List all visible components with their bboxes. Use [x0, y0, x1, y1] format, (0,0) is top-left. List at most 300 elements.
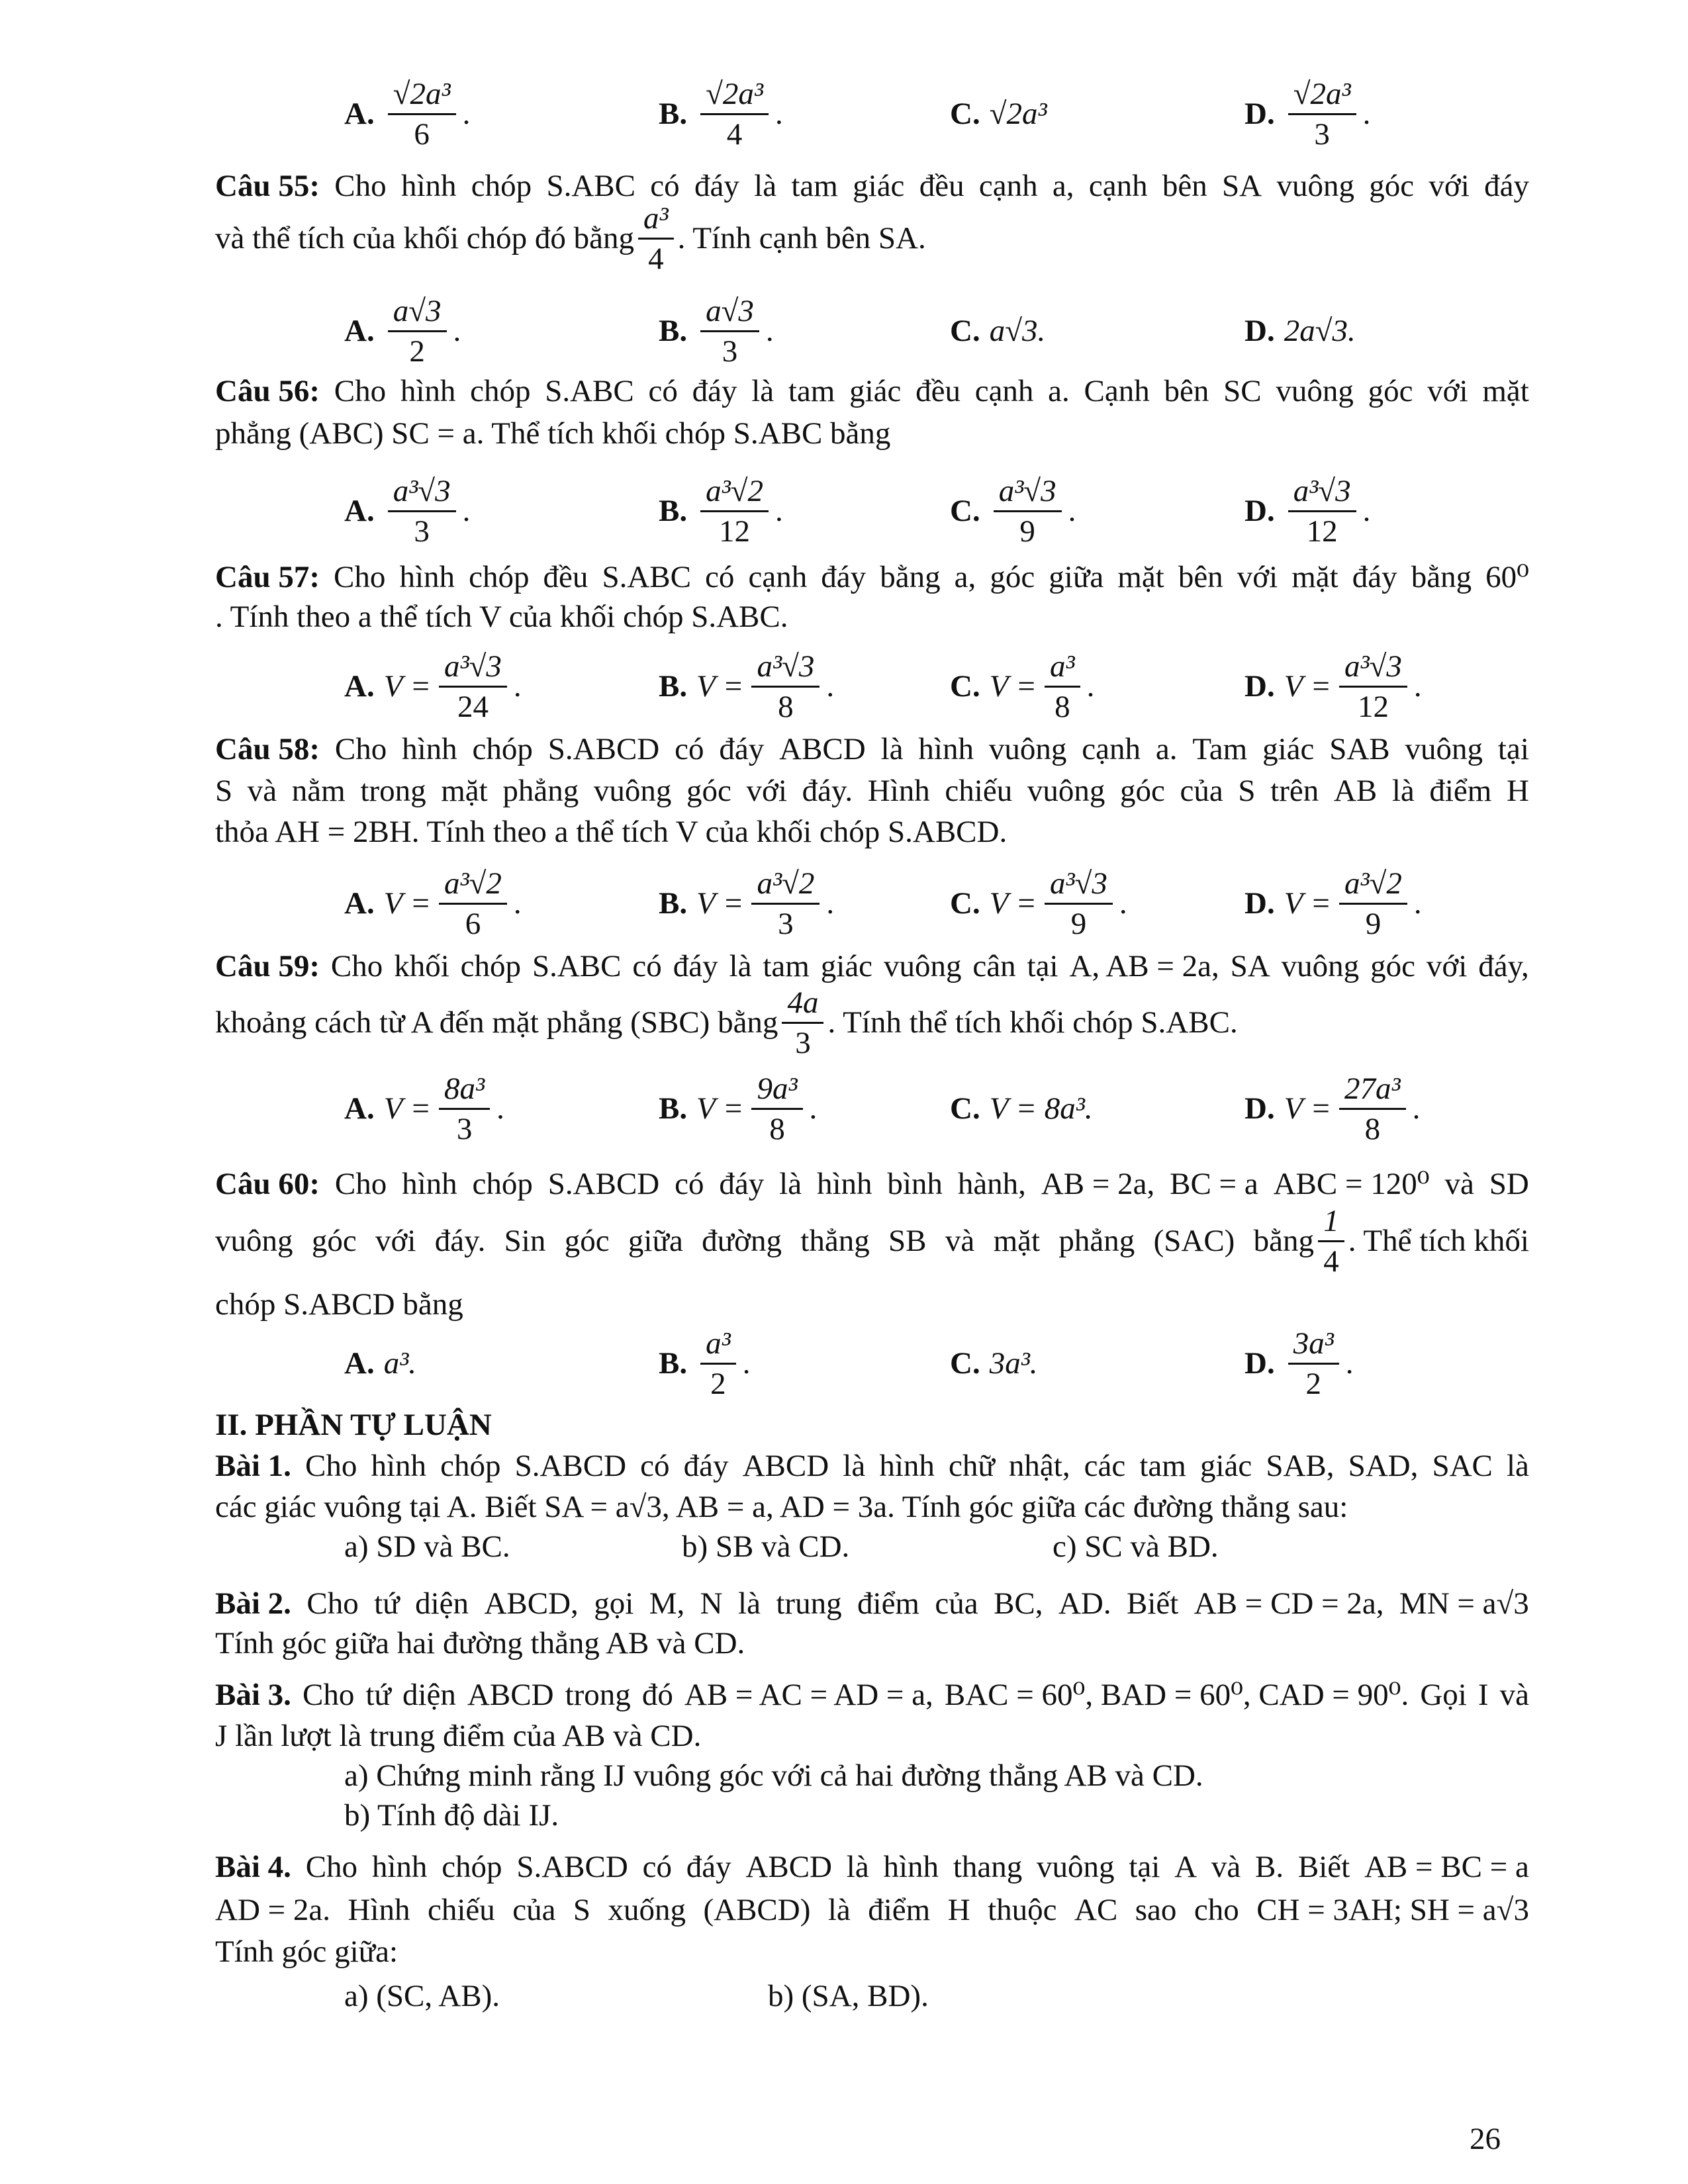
option-fraction — [994, 473, 1062, 549]
word: điểm — [1429, 774, 1492, 808]
word: là — [738, 1586, 761, 1621]
word: cạnh — [974, 374, 1034, 408]
fraction-denominator: 8 — [1364, 1111, 1381, 1146]
fraction-numerator: a³√3 — [1045, 866, 1113, 905]
option-fraction — [700, 293, 759, 369]
q55-text-a: và thể tích của khối chóp đó bằng — [215, 221, 635, 255]
word: chữ — [948, 1449, 995, 1483]
answer-option — [950, 1069, 1093, 1148]
answer-option — [950, 647, 1094, 726]
option-fraction — [700, 1326, 736, 1402]
answer-option — [344, 471, 470, 551]
word: BC, — [994, 1586, 1043, 1621]
word: cân — [972, 949, 1016, 983]
word: là — [843, 1449, 866, 1483]
word: Câu 55: — [215, 169, 320, 203]
fraction-numerator: 9a³ — [751, 1071, 802, 1110]
q55-text-line2 — [215, 202, 1529, 275]
word: có — [642, 1850, 672, 1884]
word: CH = 3AH; SH = a√3 — [1256, 1893, 1529, 1927]
word: có — [675, 732, 704, 766]
bai2-text-line2: Tính góc giữa hai đường thẳng AB và CD. — [215, 1626, 745, 1661]
word: Cho — [334, 732, 387, 766]
option-period: . — [1086, 669, 1095, 704]
option-label: D. — [1244, 669, 1275, 704]
fraction-numerator: a³√3 — [1339, 649, 1407, 688]
fraction-denominator: 2 — [710, 1366, 726, 1401]
word: tam — [791, 169, 838, 203]
word: trong — [360, 774, 426, 808]
word: Câu 56: — [215, 374, 320, 408]
word: trung — [776, 1586, 842, 1621]
word: và — [945, 1224, 975, 1258]
word: tứ — [374, 1586, 400, 1621]
option-fraction — [439, 1071, 490, 1147]
fraction-numerator: a³√3 — [388, 473, 456, 512]
q60-text-line3: chóp S.ABCD bằng — [215, 1287, 463, 1322]
word: hình — [918, 732, 974, 766]
word: là — [751, 374, 774, 408]
option-prefix: V = — [989, 886, 1037, 921]
q59-distance-den: 3 — [795, 1025, 811, 1060]
fraction-denominator: 3 — [722, 334, 738, 369]
q58-text-line1 — [215, 729, 1529, 770]
word: đường — [702, 1224, 782, 1258]
bai2-text-line1 — [215, 1583, 1529, 1624]
option-period: . — [496, 1091, 504, 1126]
fraction-numerator: a√3 — [700, 293, 759, 332]
word: N — [700, 1586, 723, 1621]
option-fraction — [751, 649, 820, 725]
word: hình — [402, 1167, 457, 1201]
bai1-part-a: a) SD và BC. — [344, 1529, 510, 1564]
option-label: A. — [344, 669, 375, 704]
fraction-denominator: 3 — [1314, 116, 1330, 152]
fraction-numerator: 27a³ — [1339, 1071, 1406, 1110]
word: vuông — [1037, 1850, 1115, 1884]
word: H — [947, 1893, 970, 1927]
answer-option — [344, 647, 522, 726]
word: có — [650, 169, 680, 203]
word: Tam — [1192, 732, 1248, 766]
page-number: 26 — [1470, 2122, 1501, 2156]
option-period: . — [765, 314, 774, 348]
word: là — [827, 1893, 851, 1927]
word: chóp — [460, 949, 522, 983]
word: BAC = 60⁰, BAD = 60⁰, CAD = 90⁰. — [944, 1678, 1409, 1712]
word: phẳng — [1058, 1224, 1135, 1258]
word: với — [1237, 560, 1278, 594]
option-period: . — [1345, 1346, 1354, 1381]
fraction-numerator: √2a³ — [388, 76, 456, 115]
word: Cho — [305, 1850, 358, 1884]
word: với — [1427, 374, 1468, 408]
word: gọi — [594, 1586, 634, 1621]
word: là — [729, 949, 752, 983]
word: AB = BC = a — [1364, 1850, 1529, 1884]
option-label: D. — [1244, 314, 1275, 348]
word: chiếu — [945, 774, 1013, 808]
answer-option — [950, 291, 1045, 371]
fraction-denominator: 12 — [719, 514, 751, 549]
option-prefix: V = — [383, 886, 432, 921]
word: bên — [1164, 374, 1209, 408]
word: SB — [888, 1224, 927, 1258]
answer-option — [344, 864, 522, 943]
word: Bài 1. — [215, 1449, 291, 1483]
option-label: B. — [659, 314, 688, 348]
word: nằm — [291, 774, 346, 808]
word: mặt — [1482, 374, 1529, 408]
word: hình — [400, 169, 457, 203]
word: góc — [1369, 169, 1415, 203]
word: nhật, — [1008, 1449, 1070, 1483]
word: tại — [1129, 1850, 1160, 1884]
fraction-denominator: 3 — [456, 1111, 473, 1146]
option-label: C. — [950, 314, 980, 348]
word: của — [1180, 774, 1223, 808]
word: điểm — [868, 1893, 931, 1927]
word: B. — [1254, 1850, 1284, 1884]
word: khối — [394, 949, 449, 983]
word: đều — [543, 560, 588, 594]
option-period: . — [462, 494, 471, 528]
part2-heading: II. PHẦN TỰ LUẬN — [215, 1408, 492, 1442]
word: có — [648, 374, 678, 408]
answer-option — [344, 1324, 416, 1403]
word: I — [1477, 1678, 1489, 1712]
q56-text-line1 — [215, 371, 1529, 412]
option-fraction — [439, 649, 507, 725]
option-period: . — [1068, 494, 1076, 528]
fraction-denominator: 9 — [1070, 906, 1087, 941]
q55-text-line1 — [215, 165, 1529, 206]
option-prefix: V = — [1284, 1091, 1332, 1126]
fraction-denominator: 8 — [1055, 689, 1070, 724]
fraction-numerator: a³√3 — [751, 649, 820, 688]
word: và — [1444, 1167, 1474, 1201]
fraction-numerator: a³ — [1045, 649, 1080, 688]
word: có — [705, 560, 735, 594]
word: AB = CD = 2a, — [1194, 1586, 1384, 1621]
option-text: √2a³ — [989, 97, 1047, 131]
word: S — [1238, 774, 1256, 808]
option-fraction — [1339, 649, 1407, 725]
q55-volume-fraction — [638, 201, 674, 277]
word: và — [247, 774, 277, 808]
word: diện — [415, 1586, 469, 1621]
word: Cho — [306, 1586, 359, 1621]
word: với — [746, 774, 787, 808]
option-text: 2a√3. — [1284, 314, 1356, 348]
option-fraction — [700, 473, 769, 549]
option-label: B. — [659, 1346, 688, 1381]
word: Bài 2. — [215, 1586, 291, 1621]
word: điểm — [857, 1586, 919, 1621]
option-fraction — [1045, 866, 1113, 942]
word: hình — [879, 1449, 935, 1483]
word: giác — [820, 949, 873, 983]
fraction-numerator: a³ — [700, 1326, 736, 1365]
bai3-text-line2: J lần lượt là trung điểm của AB và CD. — [215, 1719, 702, 1753]
word: Câu 59: — [215, 949, 320, 983]
word: cạnh — [748, 560, 808, 594]
option-label: D. — [1244, 1346, 1275, 1381]
word: hình — [371, 1850, 428, 1884]
word: mặt — [441, 774, 488, 808]
word: có — [640, 1449, 670, 1483]
word: MN = a√3 — [1399, 1586, 1529, 1621]
word: với — [1429, 169, 1470, 203]
word: H — [1507, 774, 1529, 808]
option-label: D. — [1244, 494, 1275, 528]
word: (ABCD) — [703, 1893, 811, 1927]
answer-option — [1244, 1324, 1354, 1403]
option-fraction — [388, 473, 456, 549]
word: giác — [849, 374, 902, 408]
word: trong — [565, 1678, 631, 1712]
fraction-denominator: 8 — [778, 689, 794, 724]
word: M, — [649, 1586, 685, 1621]
word: Cho — [334, 560, 386, 594]
word: A — [1174, 1850, 1197, 1884]
word: BC = a — [1170, 1167, 1258, 1201]
word: góc — [564, 1224, 610, 1258]
word: cạnh — [1082, 732, 1141, 766]
word: Biết — [1297, 1850, 1350, 1884]
option-label: A. — [344, 97, 375, 131]
word: AB = AC = AD = a, — [684, 1678, 933, 1712]
bai3-part-a: a) Chứng minh rằng IJ vuông góc với cả hai đường thẳng AB và CD. — [344, 1758, 1203, 1793]
word: là — [846, 1850, 869, 1884]
word: mặt — [1291, 560, 1338, 594]
word: chóp — [469, 560, 530, 594]
word: đáy — [683, 1449, 729, 1483]
q55-options — [0, 291, 1688, 371]
word: Hình — [867, 774, 930, 808]
bai3-text-line1 — [215, 1674, 1529, 1715]
word: giữa — [628, 1224, 683, 1258]
word: phẳng — [502, 774, 579, 808]
word: có — [632, 949, 662, 983]
word: hình — [400, 374, 456, 408]
answer-option — [659, 864, 834, 943]
option-text: a³. — [383, 1346, 417, 1381]
option-fraction — [1045, 649, 1080, 725]
word: Hình — [348, 1893, 410, 1927]
word: vuông — [1276, 169, 1354, 203]
option-fraction — [1288, 473, 1356, 549]
option-prefix: V = — [383, 669, 432, 704]
q60-sin-fraction — [1318, 1203, 1344, 1279]
q60-sin-num: 1 — [1318, 1203, 1344, 1242]
option-label: D. — [1244, 1091, 1275, 1126]
word: vuông — [1276, 374, 1354, 408]
word: bằng — [1411, 560, 1472, 594]
option-period: . — [513, 886, 522, 921]
word: AB = 2a, — [1041, 1167, 1155, 1201]
word: a. — [1048, 374, 1070, 408]
word: hình — [816, 1167, 872, 1201]
word: bằng — [880, 560, 941, 594]
word: góc — [311, 1224, 357, 1258]
word: chóp — [442, 1850, 502, 1884]
word: SAC — [1432, 1449, 1493, 1483]
bai4-part-a: a) (SC, AB). — [344, 1979, 500, 2013]
option-label: B. — [659, 97, 688, 131]
option-fraction — [1339, 1071, 1406, 1147]
word: giác — [853, 169, 905, 203]
fraction-numerator: a³√2 — [1339, 866, 1407, 905]
q59-distance-fraction — [782, 985, 823, 1061]
word: vuông — [1405, 732, 1483, 766]
word: chóp — [440, 1449, 501, 1483]
word: vuông — [988, 732, 1067, 766]
word: S.ABCD — [516, 1850, 628, 1884]
answer-option — [1244, 864, 1422, 943]
q57-options — [0, 647, 1688, 726]
q58-text-line2 — [215, 770, 1529, 811]
option-label: C. — [950, 886, 980, 921]
word: góc — [686, 774, 731, 808]
word: cạnh — [1088, 169, 1148, 203]
word: hình — [402, 732, 457, 766]
fraction-numerator: a√3 — [388, 293, 447, 332]
word: S.ABC — [546, 169, 635, 203]
q55-volume-num: a³ — [638, 201, 674, 240]
fraction-denominator: 2 — [1305, 1366, 1321, 1401]
fraction-numerator: a³√2 — [439, 866, 507, 905]
word: hình — [883, 1850, 939, 1884]
word: sao — [1135, 1893, 1177, 1927]
word: Cho — [302, 1678, 355, 1712]
option-period: . — [1119, 886, 1127, 921]
word: AD = 2a. — [215, 1893, 331, 1927]
word: bằng — [1253, 1224, 1315, 1258]
option-period: . — [809, 1091, 818, 1126]
answer-option — [1244, 291, 1356, 371]
bai1-text-line2: các giác vuông tại A. Biết SA = a√3, AB = a, AD = 3a. Tính góc giữa các đường thẳng sau: — [215, 1490, 1348, 1524]
word: thuộc — [988, 1893, 1057, 1927]
option-label: B. — [659, 1091, 688, 1126]
word: vuông — [215, 1224, 293, 1258]
fraction-denominator: 2 — [409, 334, 425, 369]
option-label: B. — [659, 494, 688, 528]
word: giác — [1199, 1449, 1252, 1483]
word: ABC = 120⁰ — [1273, 1167, 1430, 1201]
option-label: B. — [659, 886, 688, 921]
option-period: . — [742, 1346, 751, 1381]
word: Gọi — [1420, 1678, 1467, 1712]
word: của — [935, 1586, 978, 1621]
answer-option — [1244, 74, 1370, 154]
word: góc — [990, 560, 1035, 594]
q58-options — [0, 864, 1688, 943]
word: tam — [788, 374, 835, 408]
fraction-denominator: 6 — [465, 906, 481, 941]
option-period: . — [1413, 886, 1422, 921]
word: diện — [402, 1678, 456, 1712]
word: các — [1084, 1449, 1126, 1483]
fraction-numerator: a³√3 — [994, 473, 1062, 512]
q59-text-b: . Tính thể tích khối chóp S.ABC. — [827, 1005, 1238, 1040]
q59-distance-num: 4a — [782, 985, 823, 1024]
word: SD — [1489, 1167, 1529, 1201]
word: ABCD — [779, 732, 866, 766]
word: SAB, — [1266, 1449, 1335, 1483]
option-label: A. — [344, 1346, 375, 1381]
option-prefix: V = — [383, 1091, 432, 1126]
q59-text-line1 — [215, 946, 1529, 987]
option-text: 3a³. — [989, 1346, 1038, 1381]
word: thang — [953, 1850, 1023, 1884]
word: bên — [1162, 169, 1207, 203]
q54-options — [0, 74, 1688, 154]
word: ABCD — [742, 1449, 829, 1483]
word: ABCD — [467, 1678, 554, 1712]
word: chóp — [470, 374, 531, 408]
word: đáy — [686, 1850, 731, 1884]
word: Câu 57: — [215, 560, 320, 594]
word: SAD, — [1348, 1449, 1419, 1483]
word: chóp — [472, 732, 533, 766]
q60-text-b: . Thể tích khối — [1348, 1224, 1529, 1258]
fraction-denominator: 4 — [726, 116, 743, 152]
word: vuông — [1027, 774, 1105, 808]
option-label: C. — [950, 494, 980, 528]
word: S.ABC — [532, 949, 622, 983]
option-period: . — [453, 314, 461, 348]
answer-option — [1244, 1069, 1420, 1148]
word: của — [512, 1893, 556, 1927]
option-period: . — [826, 669, 835, 704]
word: bên — [1178, 560, 1223, 594]
word: (SAC) — [1153, 1224, 1235, 1258]
q55-text-b: . Tính cạnh bên SA. — [677, 221, 926, 255]
word: mặt — [993, 1224, 1041, 1258]
option-prefix: V = — [1284, 669, 1332, 704]
word: Câu 58: — [215, 732, 320, 766]
word: đáy — [673, 949, 718, 983]
word: thẳng — [800, 1224, 870, 1258]
fraction-numerator: a³√3 — [439, 649, 507, 688]
word: giác — [1262, 732, 1315, 766]
word: S.ABC — [602, 560, 691, 594]
word: đáy — [1484, 169, 1529, 203]
fraction-denominator: 3 — [414, 514, 430, 549]
word: đáy — [692, 374, 737, 408]
answer-option — [659, 471, 783, 551]
answer-option — [1244, 471, 1370, 551]
word: 60⁰ — [1485, 560, 1529, 594]
word: ABCD — [745, 1850, 833, 1884]
word: hành, — [957, 1167, 1026, 1201]
fraction-denominator: 3 — [778, 906, 794, 941]
fraction-denominator: 9 — [1019, 514, 1035, 549]
word: tam — [1139, 1449, 1186, 1483]
q56-options — [0, 471, 1688, 551]
word: AC — [1074, 1893, 1118, 1927]
answer-option — [659, 1069, 817, 1148]
fraction-denominator: 12 — [1306, 514, 1338, 549]
word: chóp — [471, 169, 532, 203]
word: có — [675, 1167, 704, 1201]
fraction-numerator: a³√2 — [700, 473, 769, 512]
word: bình — [887, 1167, 943, 1201]
word: chóp — [472, 1167, 533, 1201]
option-period: . — [1412, 1091, 1421, 1126]
word: đó — [641, 1678, 673, 1712]
